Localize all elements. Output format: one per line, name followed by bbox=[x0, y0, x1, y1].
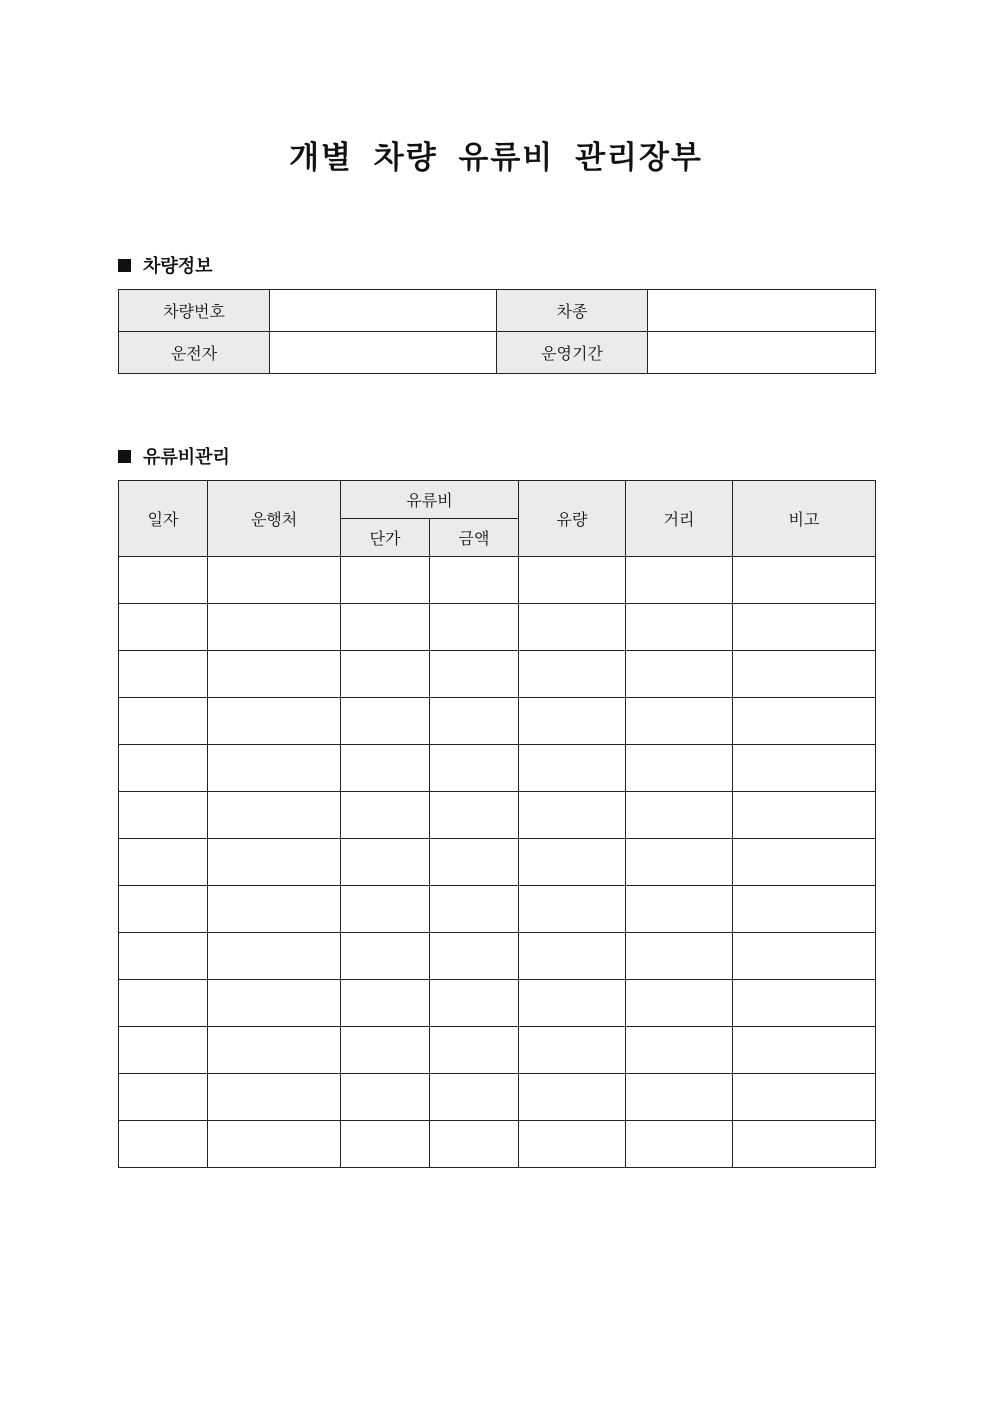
distance-cell[interactable] bbox=[626, 839, 733, 886]
date-cell[interactable] bbox=[119, 792, 208, 839]
table-row bbox=[119, 698, 876, 745]
route-cell[interactable] bbox=[208, 886, 341, 933]
distance-cell[interactable] bbox=[626, 980, 733, 1027]
amount-cell[interactable] bbox=[430, 745, 519, 792]
vehicle-info-heading-label: 차량정보 bbox=[143, 256, 213, 277]
note-cell[interactable] bbox=[733, 604, 876, 651]
table-row bbox=[119, 792, 876, 839]
fuel-volume-cell[interactable] bbox=[519, 1121, 626, 1168]
square-bullet-icon bbox=[118, 259, 131, 272]
col-header-note: 비고 bbox=[733, 481, 876, 557]
date-cell[interactable] bbox=[119, 839, 208, 886]
distance-cell[interactable] bbox=[626, 933, 733, 980]
note-cell[interactable] bbox=[733, 1027, 876, 1074]
plate-number-label: 차량번호 bbox=[119, 290, 270, 332]
route-cell[interactable] bbox=[208, 839, 341, 886]
fuel-volume-cell[interactable] bbox=[519, 698, 626, 745]
date-cell[interactable] bbox=[119, 1027, 208, 1074]
note-cell[interactable] bbox=[733, 980, 876, 1027]
vehicle-info-heading bbox=[118, 252, 213, 278]
col-header-date: 일자 bbox=[119, 481, 208, 557]
fuel-volume-cell[interactable] bbox=[519, 651, 626, 698]
fuel-table-body bbox=[119, 557, 876, 1168]
route-cell[interactable] bbox=[208, 698, 341, 745]
table-row bbox=[119, 745, 876, 792]
note-cell[interactable] bbox=[733, 792, 876, 839]
fuel-volume-cell[interactable] bbox=[519, 792, 626, 839]
route-cell[interactable] bbox=[208, 1074, 341, 1121]
fuel-volume-cell[interactable] bbox=[519, 933, 626, 980]
table-row bbox=[119, 651, 876, 698]
table-row bbox=[119, 980, 876, 1027]
amount-cell[interactable] bbox=[430, 604, 519, 651]
note-cell[interactable] bbox=[733, 651, 876, 698]
date-cell[interactable] bbox=[119, 1121, 208, 1168]
date-cell[interactable] bbox=[119, 1074, 208, 1121]
col-header-fuel-cost: 유류비 bbox=[341, 481, 519, 519]
amount-cell[interactable] bbox=[430, 698, 519, 745]
route-cell[interactable] bbox=[208, 933, 341, 980]
date-cell[interactable] bbox=[119, 698, 208, 745]
unit-price-cell[interactable] bbox=[341, 933, 430, 980]
distance-cell[interactable] bbox=[626, 651, 733, 698]
amount-cell[interactable] bbox=[430, 839, 519, 886]
col-header-amount: 금액 bbox=[430, 519, 519, 557]
route-cell[interactable] bbox=[208, 1027, 341, 1074]
driver-field[interactable] bbox=[270, 332, 497, 374]
plate-number-field[interactable] bbox=[270, 290, 497, 332]
unit-price-cell[interactable] bbox=[341, 886, 430, 933]
fuel-management-heading-label: 유류비관리 bbox=[143, 447, 230, 468]
amount-cell[interactable] bbox=[430, 557, 519, 604]
operation-period-label: 운영기간 bbox=[497, 332, 648, 374]
square-bullet-icon bbox=[118, 450, 131, 463]
distance-cell[interactable] bbox=[626, 698, 733, 745]
fuel-volume-cell[interactable] bbox=[519, 980, 626, 1027]
note-cell[interactable] bbox=[733, 886, 876, 933]
amount-cell[interactable] bbox=[430, 1027, 519, 1074]
note-cell[interactable] bbox=[733, 1074, 876, 1121]
unit-price-cell[interactable] bbox=[341, 1027, 430, 1074]
col-header-unit-price: 단가 bbox=[341, 519, 430, 557]
table-row bbox=[119, 933, 876, 980]
unit-price-cell[interactable] bbox=[341, 839, 430, 886]
fuel-volume-cell[interactable] bbox=[519, 557, 626, 604]
note-cell[interactable] bbox=[733, 745, 876, 792]
note-cell[interactable] bbox=[733, 1121, 876, 1168]
distance-cell[interactable] bbox=[626, 604, 733, 651]
date-cell[interactable] bbox=[119, 604, 208, 651]
note-cell[interactable] bbox=[733, 839, 876, 886]
amount-cell[interactable] bbox=[430, 886, 519, 933]
fuel-volume-cell[interactable] bbox=[519, 1027, 626, 1074]
distance-cell[interactable] bbox=[626, 886, 733, 933]
fuel-volume-cell[interactable] bbox=[519, 886, 626, 933]
date-cell[interactable] bbox=[119, 886, 208, 933]
route-cell[interactable] bbox=[208, 1121, 341, 1168]
distance-cell[interactable] bbox=[626, 792, 733, 839]
vehicle-model-label: 차종 bbox=[497, 290, 648, 332]
distance-cell[interactable] bbox=[626, 745, 733, 792]
unit-price-cell[interactable] bbox=[341, 604, 430, 651]
table-row bbox=[119, 1121, 876, 1168]
unit-price-cell[interactable] bbox=[341, 745, 430, 792]
table-row bbox=[119, 1027, 876, 1074]
date-cell[interactable] bbox=[119, 651, 208, 698]
col-header-fuel-volume: 유량 bbox=[519, 481, 626, 557]
page-title: 개별 차량 유류비 관리장부 bbox=[289, 140, 703, 176]
note-cell[interactable] bbox=[733, 933, 876, 980]
amount-cell[interactable] bbox=[430, 651, 519, 698]
date-cell[interactable] bbox=[119, 745, 208, 792]
route-cell[interactable] bbox=[208, 604, 341, 651]
note-cell[interactable] bbox=[733, 698, 876, 745]
amount-cell[interactable] bbox=[430, 980, 519, 1027]
unit-price-cell[interactable] bbox=[341, 792, 430, 839]
vehicle-info-row bbox=[119, 332, 876, 374]
fuel-volume-cell[interactable] bbox=[519, 839, 626, 886]
distance-cell[interactable] bbox=[626, 557, 733, 604]
fuel-volume-cell[interactable] bbox=[519, 1074, 626, 1121]
route-cell[interactable] bbox=[208, 792, 341, 839]
date-cell[interactable] bbox=[119, 557, 208, 604]
vehicle-info-row bbox=[119, 290, 876, 332]
table-row bbox=[119, 886, 876, 933]
amount-cell[interactable] bbox=[430, 1074, 519, 1121]
unit-price-cell[interactable] bbox=[341, 557, 430, 604]
unit-price-cell[interactable] bbox=[341, 1074, 430, 1121]
driver-label: 운전자 bbox=[119, 332, 270, 374]
route-cell[interactable] bbox=[208, 557, 341, 604]
table-row bbox=[119, 557, 876, 604]
table-row bbox=[119, 839, 876, 886]
distance-cell[interactable] bbox=[626, 1027, 733, 1074]
table-row bbox=[119, 604, 876, 651]
amount-cell[interactable] bbox=[430, 792, 519, 839]
distance-cell[interactable] bbox=[626, 1074, 733, 1121]
unit-price-cell[interactable] bbox=[341, 980, 430, 1027]
unit-price-cell[interactable] bbox=[341, 698, 430, 745]
note-cell[interactable] bbox=[733, 557, 876, 604]
route-cell[interactable] bbox=[208, 980, 341, 1027]
unit-price-cell[interactable] bbox=[341, 1121, 430, 1168]
fuel-volume-cell[interactable] bbox=[519, 745, 626, 792]
amount-cell[interactable] bbox=[430, 933, 519, 980]
vehicle-info-table bbox=[118, 289, 876, 374]
date-cell[interactable] bbox=[119, 980, 208, 1027]
col-header-route: 운행처 bbox=[208, 481, 341, 557]
col-header-distance: 거리 bbox=[626, 481, 733, 557]
distance-cell[interactable] bbox=[626, 1121, 733, 1168]
amount-cell[interactable] bbox=[430, 1121, 519, 1168]
route-cell[interactable] bbox=[208, 651, 341, 698]
route-cell[interactable] bbox=[208, 745, 341, 792]
fuel-header-row bbox=[119, 481, 876, 519]
fuel-management-heading bbox=[118, 443, 230, 469]
unit-price-cell[interactable] bbox=[341, 651, 430, 698]
table-row bbox=[119, 1074, 876, 1121]
fuel-volume-cell[interactable] bbox=[519, 604, 626, 651]
operation-period-field[interactable] bbox=[648, 332, 876, 374]
vehicle-model-field[interactable] bbox=[648, 290, 876, 332]
date-cell[interactable] bbox=[119, 933, 208, 980]
fuel-management-table bbox=[118, 480, 876, 1168]
